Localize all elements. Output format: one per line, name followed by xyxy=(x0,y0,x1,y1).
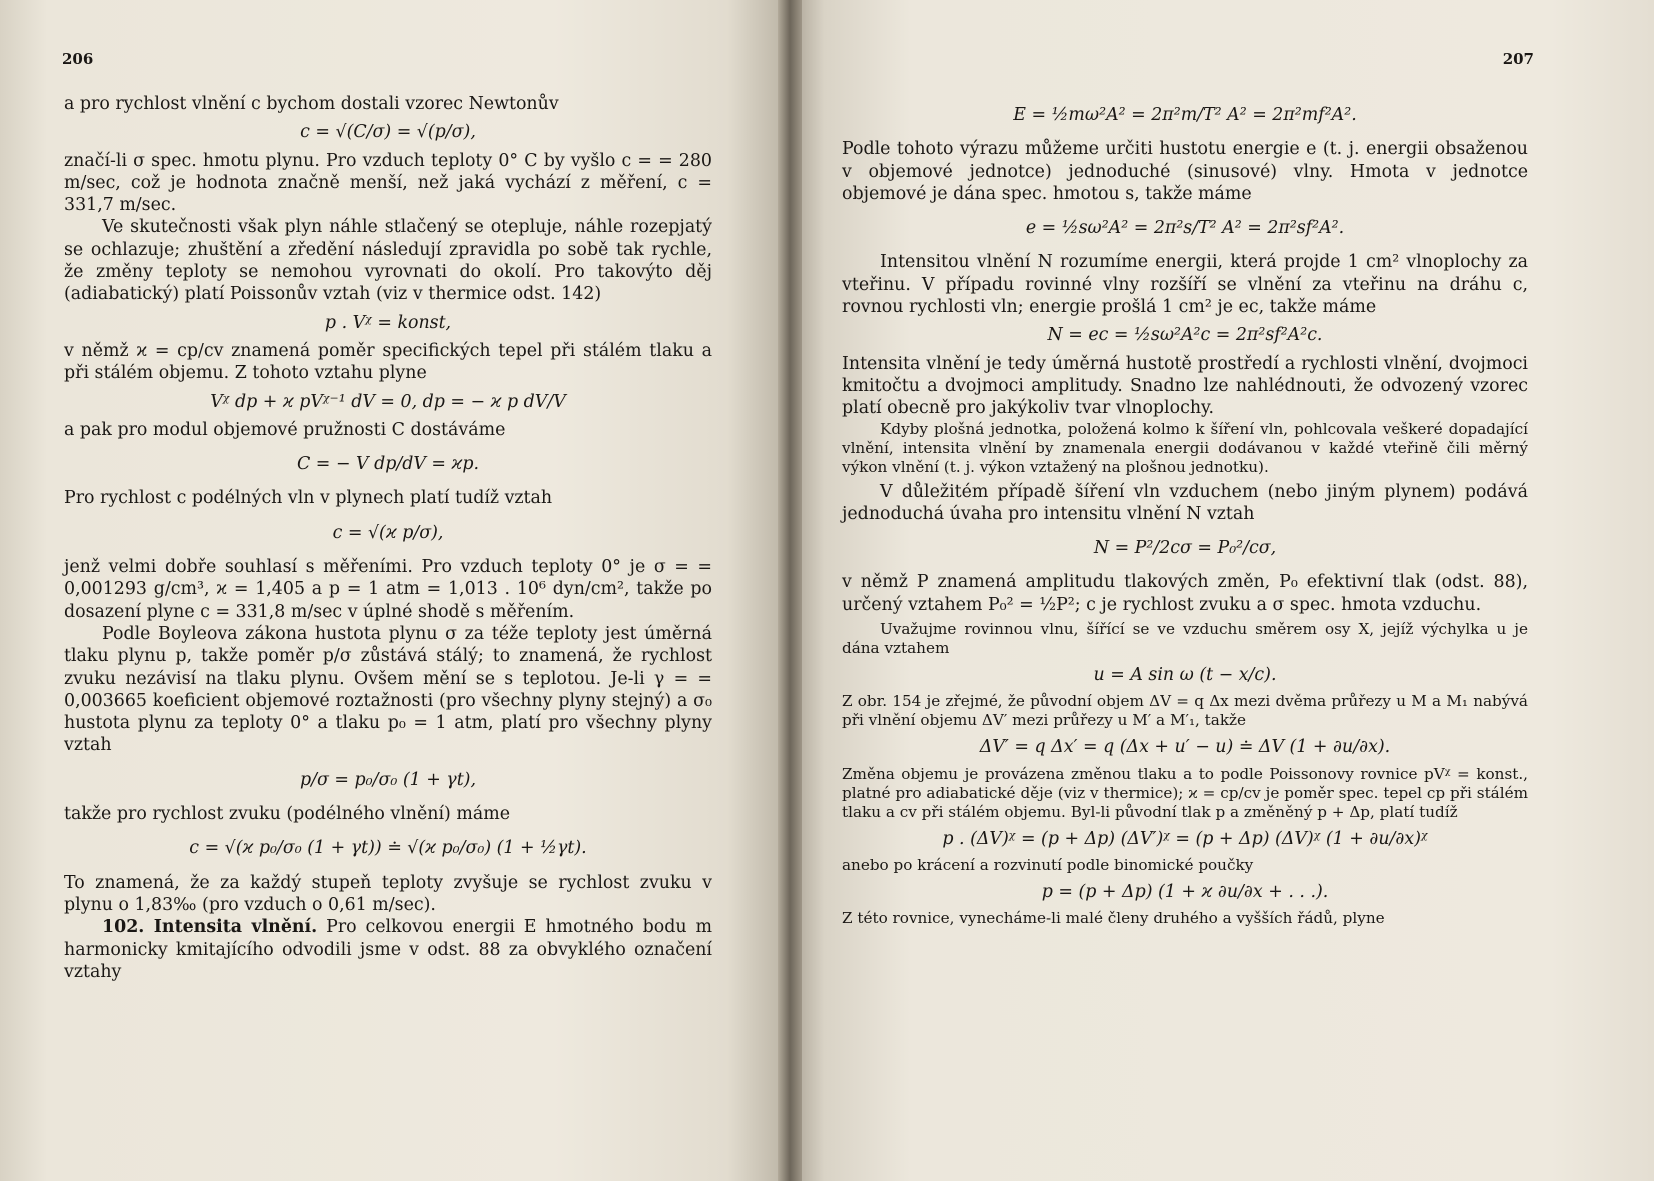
paragraph: Ve skutečnosti však plyn náhle stlačený se otepluje, náhle rozepjatý se ochlazuje; zhuštění a zředění následují zpravidla po sobě tak rychle, že změny teploty se nemohou vyrovnati do okolí. Pro takovýto děj (adiabatický) platí Poissonův vztah (viz v thermice odst. 142) xyxy=(64,217,712,305)
paragraph: Podle tohoto výrazu můžeme určiti hustotu energie e (t. j. energii obsaženou v objemové jednotce) jednoduché (sinusové) vlny. Hmota v jednotce objemové je dána spec. hmotou s, takže máme xyxy=(842,139,1528,204)
page-text xyxy=(64,93,712,983)
equation: p/σ = p₀/σ₀ (1 + γt), xyxy=(300,769,476,790)
paragraph: Intensita vlnění je tedy úměrná hustotě prostředí a rychlosti vlnění, dvojmoci kmitočtu a dvojmoci amplitudy. Snadno lze nahlédnouti, že odvozený vzorec platí obecně pro jakýkoliv tvar vlnoplochy. xyxy=(842,353,1528,419)
page-number: 207 xyxy=(1502,50,1534,68)
book-gutter xyxy=(778,0,802,1181)
paragraph: a pak pro modul objemové pružnosti C dostáváme xyxy=(64,419,506,440)
equation: E = ½mω²A² = 2π²m/T² A² = 2π²mf²A². xyxy=(1013,105,1357,125)
small-paragraph: anebo po krácení a rozvinutí podle binomické poučky xyxy=(842,855,1254,874)
equation: u = A sin ω (t − x/c). xyxy=(1093,665,1277,686)
equation: e = ½sω²A² = 2π²s/T² A² = 2π²sf²A². xyxy=(1025,218,1345,239)
small-paragraph: Z obr. 154 je zřejmé, že původní objem ΔV = q Δx mezi dvěma průřezy u M a M₁ nabývá při vlnění objemu ΔV′ mezi průřezy u M′ a M′₁, takže xyxy=(842,692,1528,730)
right-page xyxy=(790,0,1654,1181)
small-paragraph: Z této rovnice, vynecháme-li malé členy druhého a vyšších řádů, plyne xyxy=(842,909,1385,928)
page-text xyxy=(842,92,1528,928)
equation: c = √(ϰ p/σ), xyxy=(332,522,444,543)
paragraph: Pro rychlost c podélných vln v plynech platí tudíž vztah xyxy=(64,488,553,509)
equation: Vᵡ dp + ϰ pVᵡ⁻¹ dV = 0, dp = − ϰ p dV/V xyxy=(210,391,566,412)
small-paragraph: Kdyby plošná jednotka, položená kolmo k šíření vln, pohlcovala veškeré dopadající vlnění, intensita vlnění by znamenala energii dodávanou v každé vteřině čili měrný výkon vlnění (t. j. výkon vztažený na plošnou jednotku). xyxy=(842,419,1528,476)
paragraph: v němž ϰ = cp/cv znamená poměr specifických tepel při stálém tlaku a při stálém objemu. Z tohoto vztahu plyne xyxy=(64,340,712,384)
paragraph: značí-li σ spec. hmotu plynu. Pro vzduch teploty 0° C by vyšlo c = = 280 m/sec, což je hodnota značně menší, než jaká vychází z měření, c = 331,7 m/sec. xyxy=(64,150,712,216)
equation: p . (ΔV)ᵡ = (p + Δp) (ΔV′)ᵡ = (p + Δp) (ΔV)ᵡ (1 + ∂u/∂x)ᵡ xyxy=(942,828,1428,849)
section-paragraph xyxy=(64,916,712,983)
page-number: 206 xyxy=(62,50,94,68)
equation: c = √(C/σ) = √(p/σ), xyxy=(300,122,476,143)
paragraph: v němž P znamená amplitudu tlakových změn, P₀ efektivní tlak (odst. 88), určený vztahem P₀² = ½P²; c je rychlost zvuku a σ spec. hmota vzduchu. xyxy=(842,572,1528,615)
paragraph: jenž velmi dobře souhlasí s měřeními. Pro vzduch teploty 0° je σ = = 0,001293 g/cm³, ϰ = 1,405 a p = 1 atm = 1,013 . 10⁶ dyn/cm², takže po dosazení plyne c = 331,8 m/sec v úplné shodě s měřením. xyxy=(64,557,712,622)
equation: N = ec = ½sω²A²c = 2π²sf²A²c. xyxy=(1047,325,1323,346)
equation: C = − V dp/dV = ϰp. xyxy=(296,454,480,475)
section-text: Pro celkovou energii E hmotného bodu m harmonicky kmitajícího odvodili jsme v odst. 88 za obvyklého označení vztahy xyxy=(64,917,712,982)
paragraph: a pro rychlost vlnění c bychom dostali vzorec Newtonův xyxy=(64,94,559,114)
equation: N = P²/2cσ = P₀²/cσ, xyxy=(1093,538,1277,559)
paragraph: To znamená, že za každý stupeň teploty zvyšuje se rychlost zvuku v plynu o 1,83‰ (pro vzduch o 0,61 m/sec). xyxy=(64,872,712,915)
paragraph: Intensitou vlnění N rozumíme energii, která projde 1 cm² vlnoplochy za vteřinu. V případu rovinné vlny rozšíří se vlnění za vteřinu na dráhu c, rovnou rychlosti vln; energie prošlá 1 cm² je ec, takže máme xyxy=(842,252,1528,318)
equation: ΔV′ = q Δx′ = q (Δx + u′ − u) ≐ ΔV (1 + ∂u/∂x). xyxy=(979,737,1391,758)
paragraph: Podle Boyleova zákona hustota plynu σ za téže teploty jest úměrná tlaku plynu p, takže poměr p/σ zůstává stálý; to znamená, že rychlost zvuku nezávisí na tlaku plynu. Ovšem mění se s teplotou. Je-li γ = = 0,003665 koeficient objemové roztažnosti (pro všechny plyny stejný) a σ₀ hustota plynu za teploty 0° a tlaku p₀ = 1 atm, platí pro všechny plyny vztah xyxy=(64,623,712,756)
equation: p = (p + Δp) (1 + ϰ ∂u/∂x + . . .). xyxy=(1041,881,1329,902)
small-paragraph: Uvažujme rovinnou vlnu, šířící se ve vzduchu směrem osy X, jejíž výchylka u je dána vztahem xyxy=(842,620,1528,658)
small-paragraph: Změna objemu je provázena změnou tlaku a to podle Poissonovy rovnice pVᵡ = konst., platné pro adiabatické děje (viz v thermice); ϰ = cp/cv je poměr spec. tepel cp při stálém tlaku a cv při stálém objemu. Byl-li původní tlak p a změněný p + Δp, platí tudíž xyxy=(842,764,1528,821)
equation: p . Vᵡ = konst, xyxy=(324,312,452,333)
left-page xyxy=(0,0,790,1181)
equation: c = √(ϰ p₀/σ₀ (1 + γt)) ≐ √(ϰ p₀/σ₀) (1 + ½γt). xyxy=(189,838,587,859)
paragraph: takže pro rychlost zvuku (podélného vlnění) máme xyxy=(64,804,510,825)
paragraph: V důležitém případě šíření vln vzduchem (nebo jiným plynem) podává jednoduchá úvaha pro intensitu vlnění N vztah xyxy=(842,481,1528,524)
section-heading: 102. Intensita vlnění. xyxy=(102,917,318,938)
